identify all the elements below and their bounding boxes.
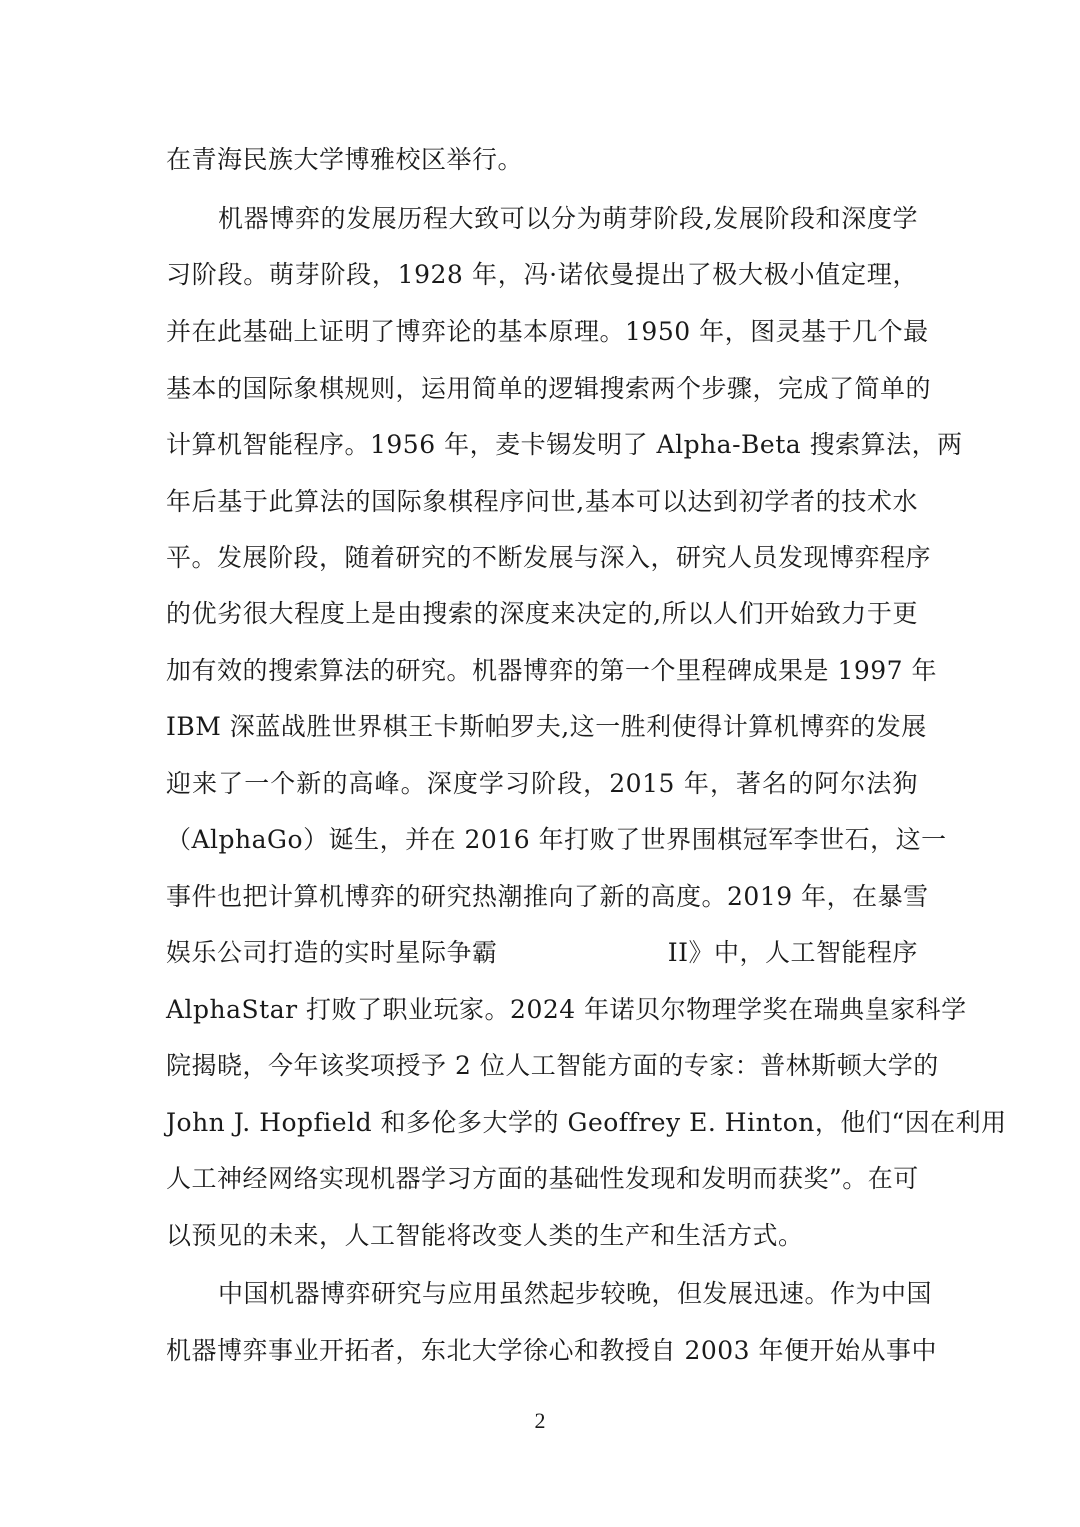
paragraph-line: 习阶段。萌芽阶段，1928 年，冯·诺依曼提出了极大极小值定理， (166, 260, 918, 289)
paragraph-line: 计算机智能程序。1956 年，麦卡锡发明了 Alpha-Beta 搜索算法，两 (166, 430, 963, 459)
paragraph-line: 迎来了一个新的高峰。深度学习阶段，2015 年，著名的阿尔法狗 (166, 769, 918, 798)
paragraph-line: 年后基于此算法的国际象棋程序问世,基本可以达到初学者的技术水 (166, 487, 918, 516)
paragraph-line: 在青海民族大学博雅校区举行。 (166, 145, 524, 174)
paragraph-line: 基本的国际象棋规则，运用简单的逻辑搜索两个步骤，完成了简单的 (166, 374, 932, 403)
page-number: 2 (534, 1408, 546, 1433)
paragraph-line: 平。发展阶段，随着研究的不断发展与深入，研究人员发现博弈程序 (166, 543, 932, 572)
paragraph-line: IBM 深蓝战胜世界棋王卡斯帕罗夫,这一胜利使得计算机博弈的发展 (166, 712, 927, 741)
paragraph-line: 机器博弈的发展历程大致可以分为萌芽阶段,发展阶段和深度学 (218, 204, 918, 233)
line-right-segment: II》中，人工智能程序 (667, 938, 918, 967)
paragraph-line: 的优劣很大程度上是由搜索的深度来决定的,所以人们开始致力于更 (166, 599, 918, 628)
paragraph-line: 人工神经网络实现机器学习方面的基础性发现和发明而获奖”。在可 (166, 1164, 919, 1193)
paragraph-line: 机器博弈事业开拓者，东北大学徐心和教授自 2003 年便开始从事中 (166, 1336, 938, 1365)
paragraph-line: 以预见的未来，人工智能将改变人类的生产和生活方式。 (166, 1221, 804, 1250)
paragraph-line: 并在此基础上证明了博弈论的基本原理。1950 年，图灵基于几个最 (166, 317, 929, 346)
paragraph-line: 中国机器博弈研究与应用虽然起步较晚，但发展迅速。作为中国 (218, 1279, 933, 1308)
paragraph-line-with-gap (166, 933, 918, 973)
paragraph-line: John J. Hopfield 和多伦多大学的 Geoffrey E. Hinton，他们“因在利用 (166, 1108, 1007, 1137)
paragraph-line: 加有效的搜索算法的研究。机器博弈的第一个里程碑成果是 1997 年 (166, 656, 938, 685)
paragraph-line: 院揭晓，今年该奖项授予 2 位人工智能方面的专家：普林斯顿大学的 (166, 1051, 939, 1080)
line-left-segment: 娱乐公司打造的实时星际争霸 (166, 938, 498, 967)
paragraph-line: 事件也把计算机博弈的研究热潮推向了新的高度。2019 年，在暴雪 (166, 882, 929, 911)
paragraph-line: AlphaStar 打败了职业玩家。2024 年诺贝尔物理学奖在瑞典皇家科学 (166, 995, 967, 1024)
paragraph-line: （AlphaGo）诞生，并在 2016 年打败了世界围棋冠军李世石，这一 (166, 825, 947, 854)
